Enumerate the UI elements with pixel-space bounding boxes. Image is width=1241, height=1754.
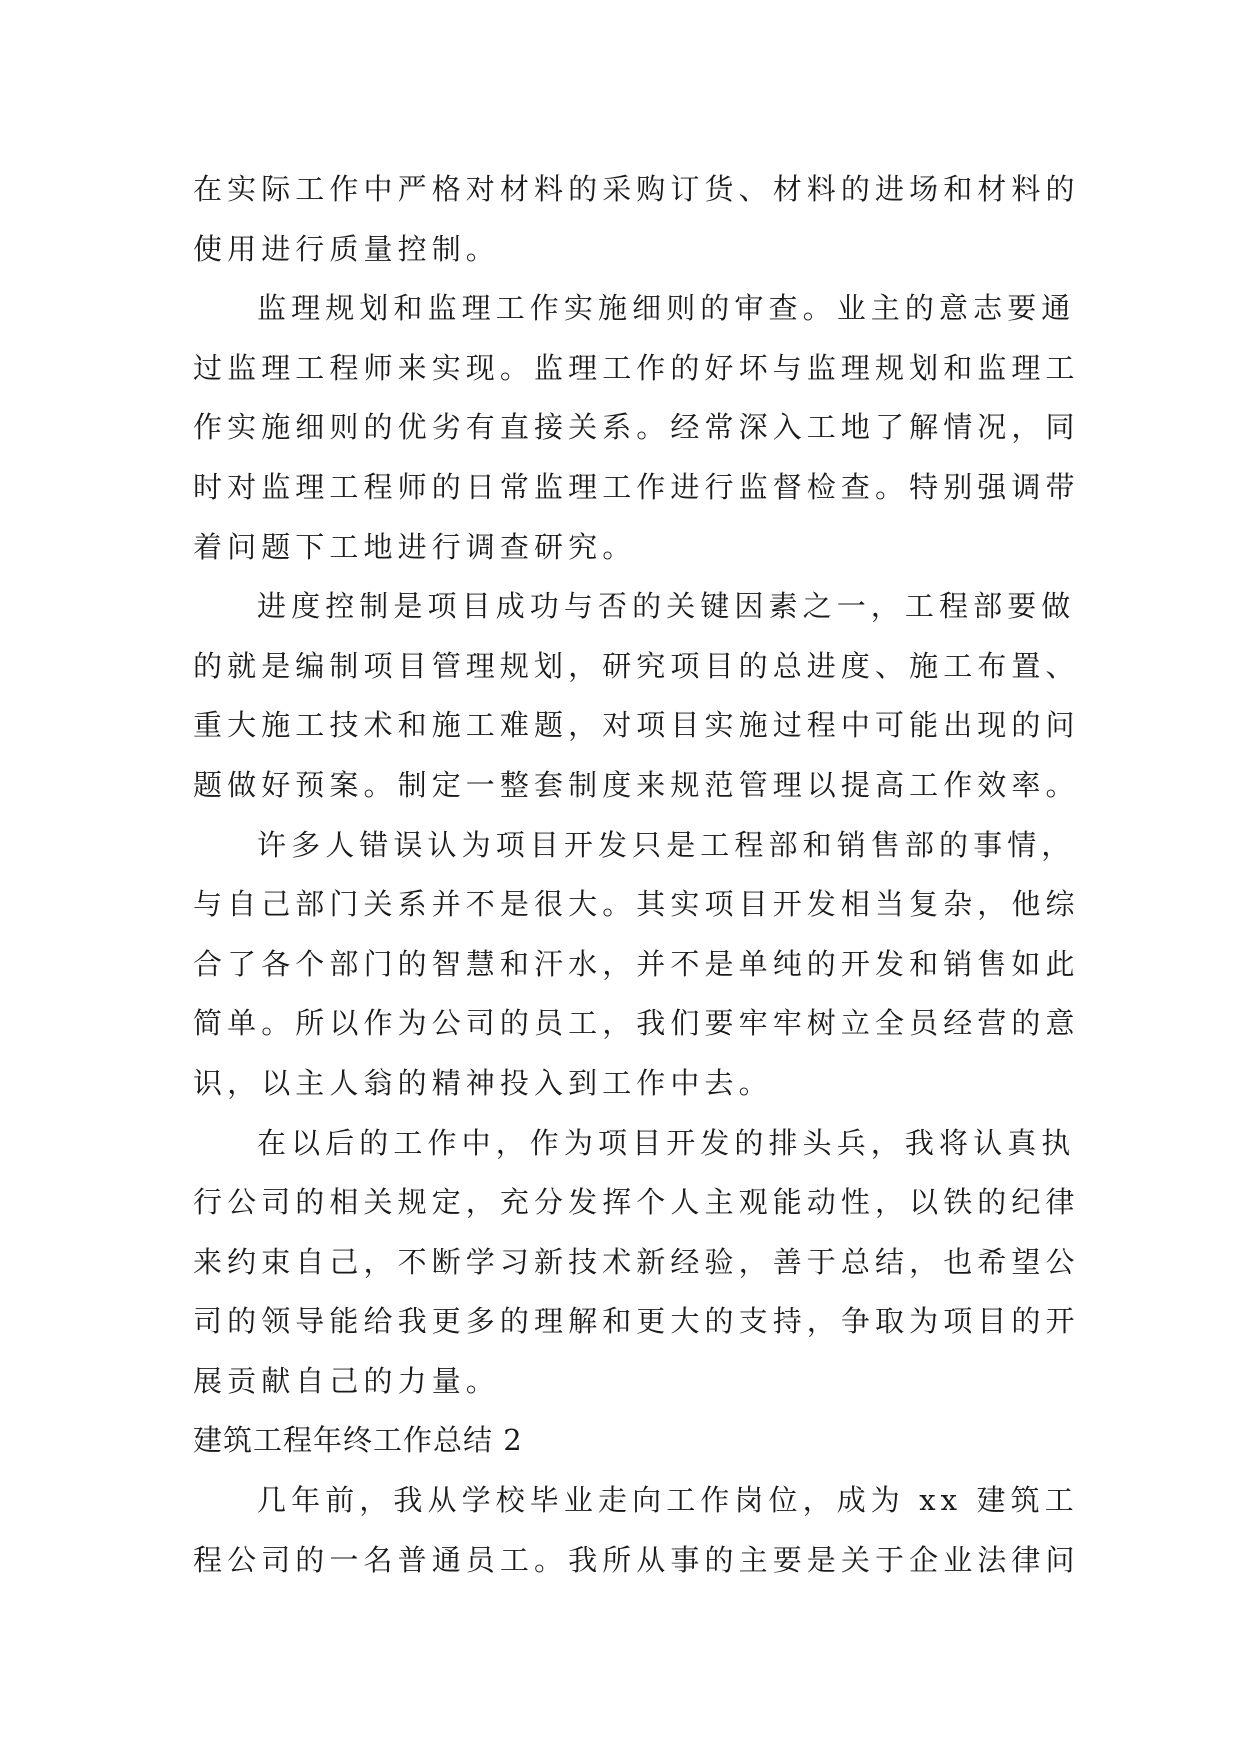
text-line: 展贡献自己的力量。 [193, 1363, 500, 1398]
text-line: 来约束自己，不断学习新技术新经验，善于总结，也希望公 [193, 1244, 1080, 1279]
text-line: 合了各个部门的智慧和汗水，并不是单纯的开发和销售如此 [193, 946, 1080, 981]
text-line: 程公司的一名普通员工。我所从事的主要是关于企业法律问 [193, 1542, 1080, 1577]
paragraph-start: 许多人错误认为项目开发只是工程部和销售部的事情， [257, 827, 1076, 862]
text-line: 的就是编制项目管理规划，研究项目的总进度、施工布置、 [193, 648, 1080, 683]
text-line: 时对监理工程师的日常监理工作进行监督检查。特别强调带 [193, 469, 1080, 504]
text-line: 与自己部门关系并不是很大。其实项目开发相当复杂，他综 [193, 887, 1080, 922]
paragraph-start: 在以后的工作中，作为项目开发的排头兵，我将认真执 [257, 1125, 1076, 1160]
text-line: 使用进行质量控制。 [193, 231, 500, 266]
text-line: 在实际工作中严格对材料的采购订货、材料的进场和材料的 [193, 172, 1080, 206]
paragraph-start: 几年前，我从学校毕业走向工作岗位，成为 xx 建筑工 [257, 1483, 1079, 1518]
section-heading: 建筑工程年终工作总结 2 [193, 1423, 523, 1458]
text-line: 司的领导能给我更多的理解和更大的支持，争取为项目的开 [193, 1304, 1080, 1339]
paragraph-start: 监理规划和监理工作实施细则的审查。业主的意志要通 [257, 291, 1076, 326]
text-line: 识，以主人翁的精神投入到工作中去。 [193, 1065, 773, 1100]
paragraph-start: 进度控制是项目成功与否的关键因素之一，工程部要做 [257, 589, 1076, 624]
text-line: 题做好预案。制定一整套制度来规范管理以提高工作效率。 [193, 767, 1080, 802]
text-line: 简单。所以作为公司的员工，我们要牢牢树立全员经营的意 [193, 1006, 1080, 1041]
document-body [193, 160, 1080, 1590]
text-line: 重大施工技术和施工难题，对项目实施过程中可能出现的问 [193, 708, 1080, 743]
text-line: 着问题下工地进行调查研究。 [193, 529, 637, 564]
text-line: 过监理工程师来实现。监理工作的好坏与监理规划和监理工 [193, 350, 1080, 385]
text-line: 行公司的相关规定，充分发挥个人主观能动性，以铁的纪律 [193, 1185, 1080, 1220]
text-line: 作实施细则的优劣有直接关系。经常深入工地了解情况，同 [193, 410, 1080, 445]
